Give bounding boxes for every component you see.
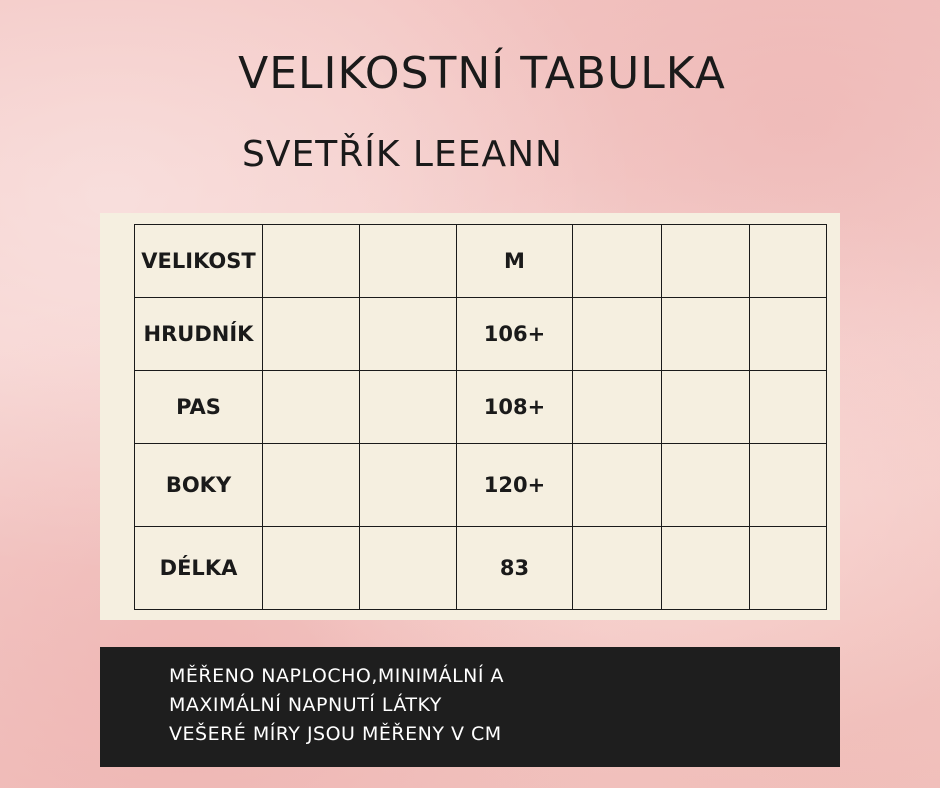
table-cell — [263, 444, 360, 527]
table-cell — [573, 298, 662, 371]
row-label: VELIKOST — [135, 225, 263, 298]
row-label: PAS — [135, 371, 263, 444]
table-row-waist — [135, 371, 827, 444]
table-cell: M — [457, 225, 573, 298]
table-cell — [662, 527, 750, 610]
table-cell — [360, 444, 457, 527]
note-line-3: VEŠERÉ MÍRY JSOU MĚŘENY V CM — [169, 723, 502, 745]
table-cell — [360, 298, 457, 371]
row-label: HRUDNÍK — [135, 298, 263, 371]
note-line-2: MAXIMÁLNÍ NAPNUTÍ LÁTKY — [169, 694, 442, 716]
table-cell — [662, 225, 750, 298]
table-cell: 83 — [457, 527, 573, 610]
table-cell — [263, 527, 360, 610]
table-cell — [750, 527, 827, 610]
row-label: DÉLKA — [135, 527, 263, 610]
table-cell — [750, 371, 827, 444]
table-cell — [263, 371, 360, 444]
table-cell — [662, 444, 750, 527]
measurement-note-panel — [100, 647, 840, 767]
table-cell — [263, 298, 360, 371]
table-row-hips — [135, 444, 827, 527]
table-row-length — [135, 527, 827, 610]
table-cell — [750, 298, 827, 371]
table-cell — [573, 371, 662, 444]
table-row-chest — [135, 298, 827, 371]
table-cell — [573, 225, 662, 298]
product-name: SVETŘÍK LEEANN — [242, 134, 563, 175]
page-title: VELIKOSTNÍ TABULKA — [238, 48, 726, 99]
table-cell — [573, 444, 662, 527]
table-cell — [750, 444, 827, 527]
size-table — [134, 224, 827, 610]
table-row-size — [135, 225, 827, 298]
table-cell — [662, 371, 750, 444]
table-cell — [360, 527, 457, 610]
row-label: BOKY — [135, 444, 263, 527]
table-cell — [662, 298, 750, 371]
table-cell: 120+ — [457, 444, 573, 527]
note-line-1: MĚŘENO NAPLOCHO,MINIMÁLNÍ A — [169, 665, 505, 687]
table-cell — [360, 225, 457, 298]
table-cell — [750, 225, 827, 298]
table-cell — [360, 371, 457, 444]
table-cell: 108+ — [457, 371, 573, 444]
table-cell — [573, 527, 662, 610]
table-cell: 106+ — [457, 298, 573, 371]
size-table-panel — [100, 213, 840, 620]
table-cell — [263, 225, 360, 298]
